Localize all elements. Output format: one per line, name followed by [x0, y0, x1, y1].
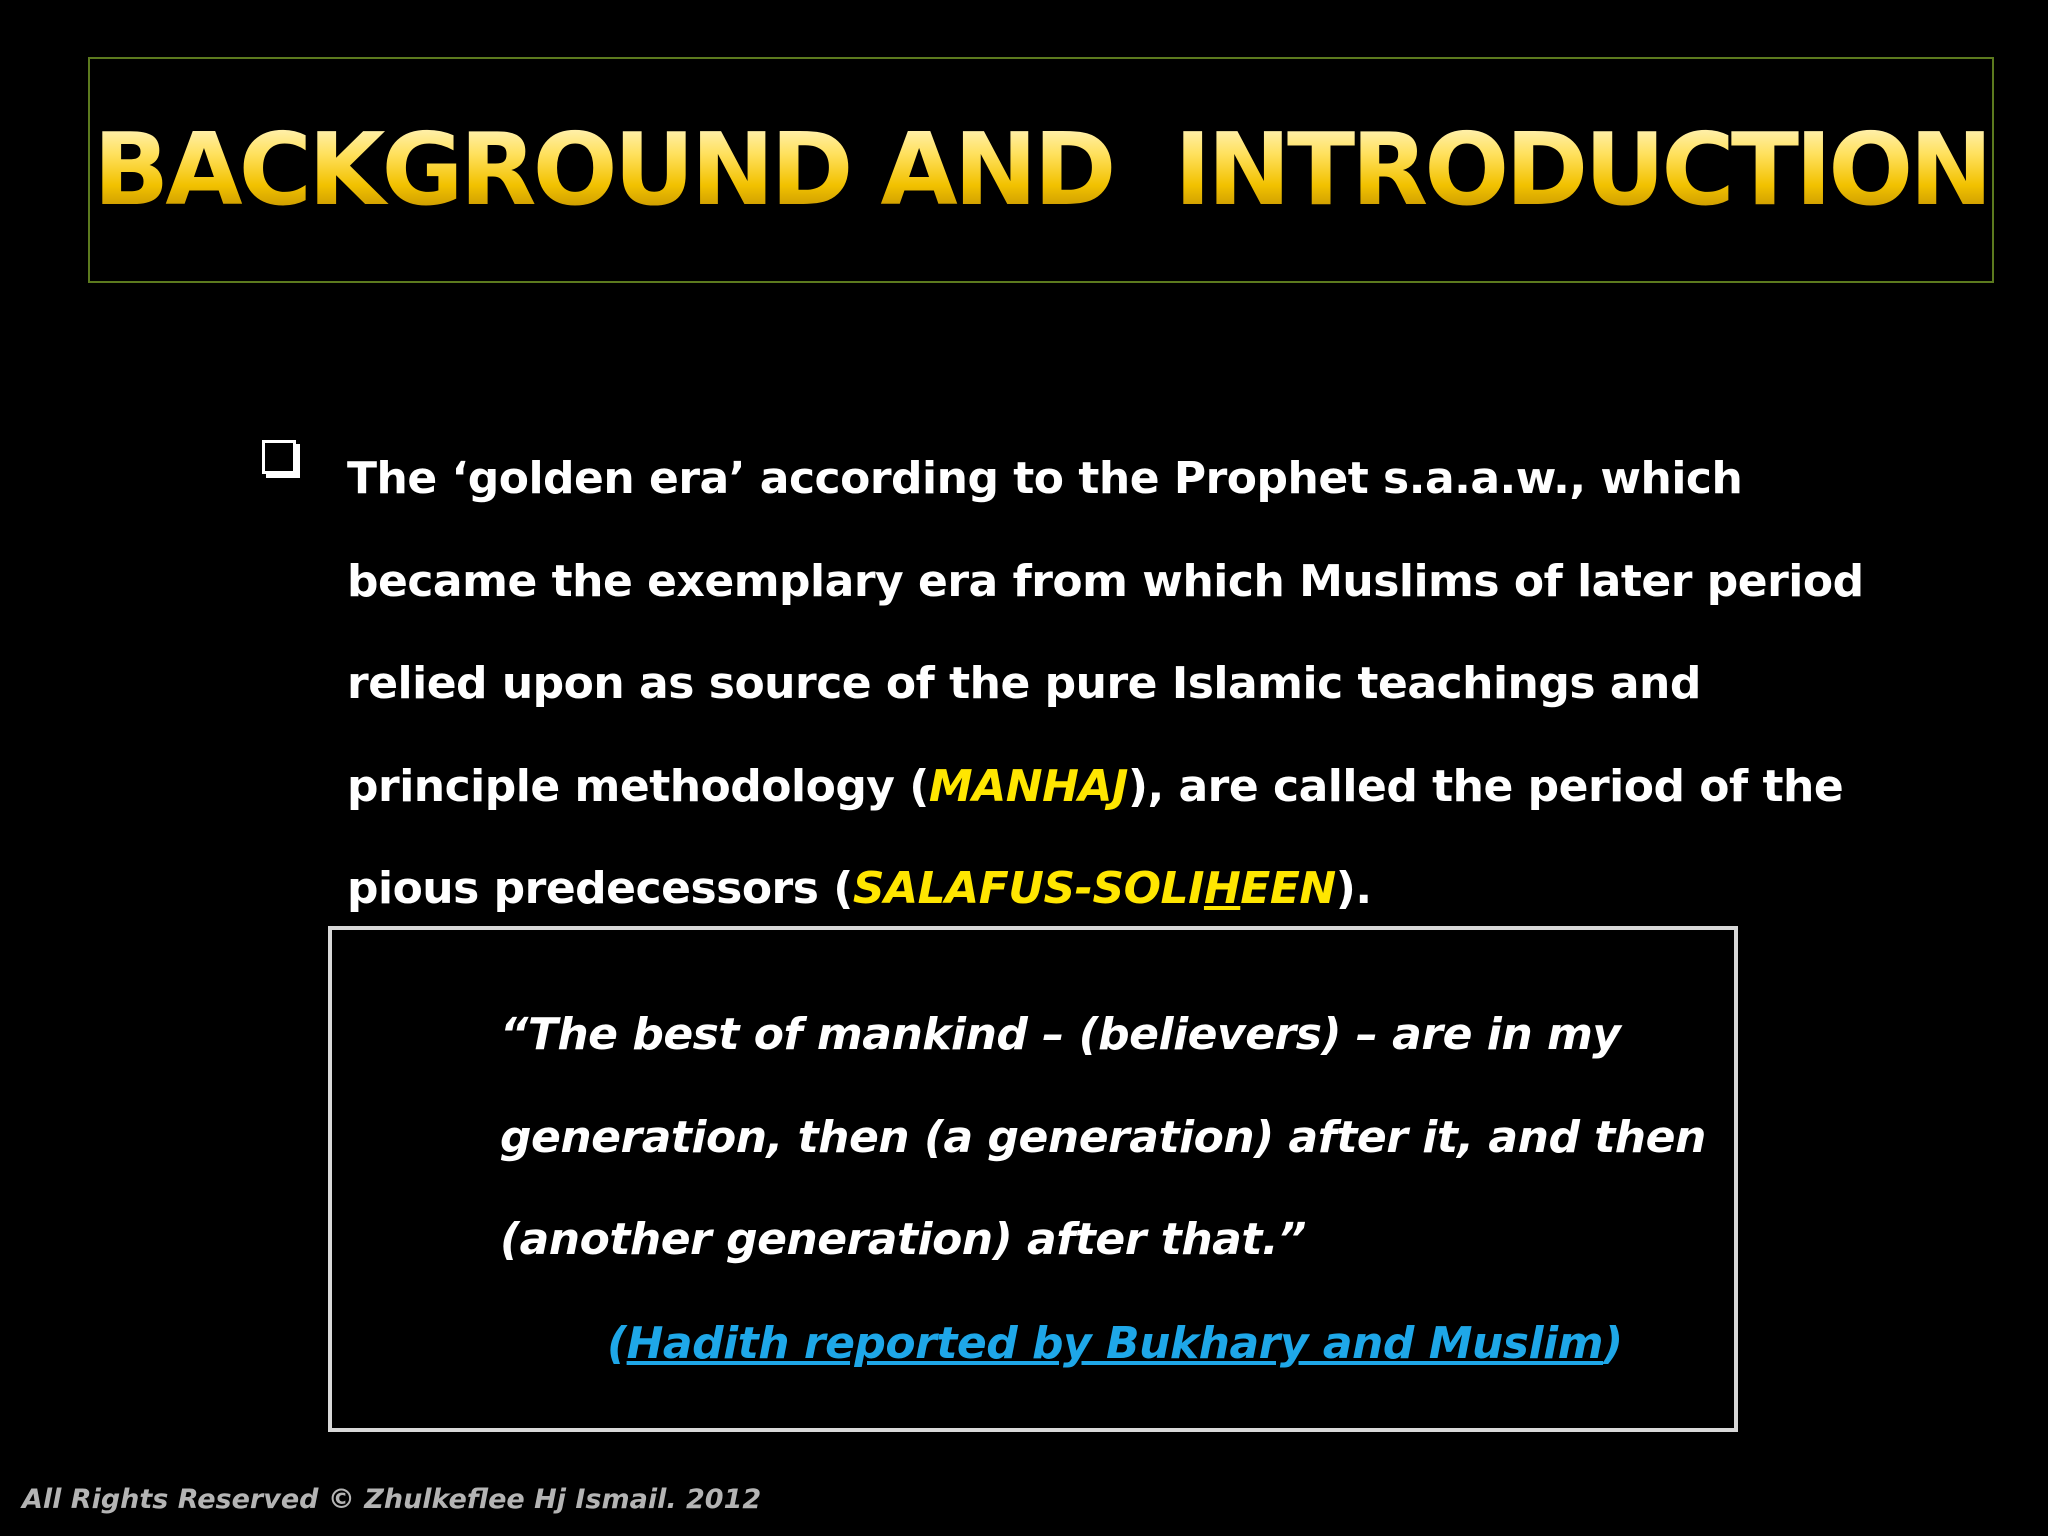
copyright-footer: All Rights Reserved © Zhulkeflee Hj Ismail. 2012	[22, 1484, 762, 1515]
bullet-line-4-end: ), are called the period of the	[1127, 760, 1844, 812]
slide-title-part2: INTRODUCTION	[1174, 111, 1989, 228]
hadith-quote	[500, 984, 1720, 1292]
term-salafus-soliheen	[853, 863, 1336, 914]
quote-line-1: “The best of mankind – (believers) – are in my	[500, 1009, 1621, 1060]
quote-line-2: generation, then (a generation) after it, and then	[500, 1111, 1706, 1163]
term-part-c: EEN	[1240, 863, 1336, 914]
title-frame	[88, 57, 1994, 283]
hadith-quote-box	[328, 926, 1738, 1432]
slide-title	[93, 111, 1989, 228]
bullet-line-5-start: pious predecessors (	[347, 863, 853, 914]
bullet-line-4-start: principle methodology (	[347, 760, 929, 812]
hadith-source-link[interactable]: Hadith reported by Bukhary and Muslim	[626, 1318, 1604, 1369]
bullet-text	[347, 428, 1864, 941]
bullet-line-1: The ‘golden era’ according to the Prophet s.a.a.w., which	[347, 453, 1743, 504]
bullet-line-4	[347, 736, 1857, 839]
bullet-line-2: became the exemplary era from which Muslims of later period	[347, 555, 1864, 607]
source-close-paren: )	[1603, 1318, 1623, 1369]
term-manhaj: MANHAJ	[928, 760, 1128, 812]
term-part-b: H	[1203, 863, 1241, 914]
checkbox-bullet-icon	[262, 440, 296, 474]
bullet-line-5-end: ).	[1335, 863, 1372, 914]
bullet-line-3: relied upon as source of the pure Islamic teachings and	[347, 658, 1701, 709]
source-open-paren: (	[607, 1318, 627, 1369]
term-part-a: SALAFUS-SOLI	[852, 863, 1204, 914]
slide-title-part1: BACKGROUND AND	[93, 111, 1113, 228]
hadith-source	[607, 1318, 1623, 1369]
quote-line-3: (another generation) after that.”	[500, 1214, 1306, 1265]
